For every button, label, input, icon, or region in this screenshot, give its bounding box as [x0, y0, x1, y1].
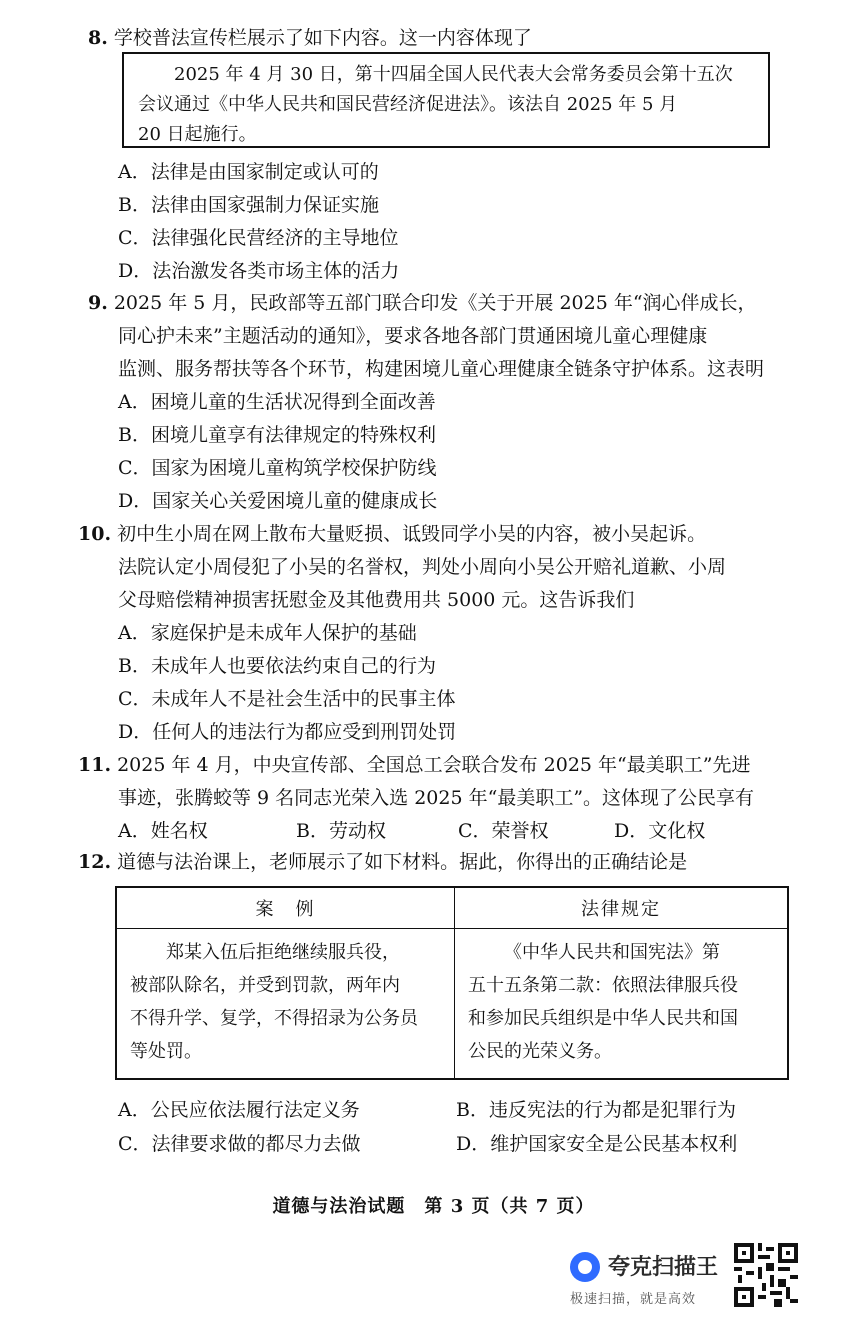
case-line: 不得升学、复学，不得招录为公务员: [130, 1008, 418, 1029]
question-9-option-d: D．国家关心关爱困境儿童的健康成长: [118, 490, 438, 512]
question-text-line: 事迹，张腾蛟等 9 名同志光荣入选 2025 年“最美职工”。这体现了公民享有: [118, 787, 755, 809]
question-text-line: 父母赔偿精神损害抚慰金及其他费用共 5000 元。这告诉我们: [118, 589, 635, 611]
question-text-line: 初中生小周在网上散布大量贬损、诋毁同学小吴的内容，被小吴起诉。: [117, 523, 707, 545]
law-cell: [455, 929, 789, 1080]
question-number: 11.: [78, 754, 112, 776]
question-text-line: 同心护未来”主题活动的通知》，要求各地各部门贯通困境儿童心理健康: [118, 325, 708, 347]
question-text-line: 2025 年 4 月，中央宣传部、全国总工会联合发布 2025 年“最美职工”先进: [117, 754, 751, 776]
question-12-option-a: A．公民应依法履行法定义务: [118, 1099, 360, 1121]
table-header-law: 法律规定: [455, 887, 789, 929]
question-8-material-box: [122, 52, 770, 148]
question-11-stem: [78, 749, 750, 782]
question-9-option-a: A．困境儿童的生活状况得到全面改善: [118, 391, 436, 413]
question-8-option-b: B．法律由国家强制力保证实施: [118, 194, 379, 216]
question-10-option-b: B．未成年人也要依法约束自己的行为: [118, 655, 436, 677]
scanner-brand-name: 夸克扫描王: [608, 1255, 719, 1280]
scanner-logo-icon: [570, 1252, 600, 1282]
question-10-stem: [78, 518, 706, 551]
question-10-option-d: D．任何人的违法行为都应受到刑罚处罚: [118, 721, 457, 743]
question-12-stem: [78, 846, 687, 879]
law-line: 公民的光荣义务。: [468, 1041, 612, 1062]
question-text-line: 监测、服务帮扶等各个环节，构建困境儿童心理健康全链条守护体系。这表明: [118, 358, 765, 380]
question-11-option-b: B．劳动权: [296, 820, 386, 842]
question-12-option-c: C．法律要求做的都尽力去做: [118, 1133, 361, 1155]
question-number: 10.: [78, 523, 112, 545]
scanner-watermark: [568, 1250, 728, 1310]
question-number: 8.: [88, 27, 108, 49]
question-10-option-c: C．未成年人不是社会生活中的民事主体: [118, 688, 456, 710]
question-11-option-d: D．文化权: [614, 820, 706, 842]
question-8-option-c: C．法律强化民营经济的主导地位: [118, 227, 399, 249]
question-8-stem: [88, 22, 532, 55]
material-line: 20 日起施行。: [138, 124, 257, 145]
question-text: 学校普法宣传栏展示了如下内容。这一内容体现了: [113, 27, 532, 49]
question-number: 12.: [78, 851, 112, 873]
page-footer: 道德与法治试题 第 3 页（共 7 页）: [272, 1196, 595, 1217]
question-11-option-c: C．荣誉权: [458, 820, 549, 842]
case-law-table: [115, 886, 789, 1080]
question-12-option-d: D．维护国家安全是公民基本权利: [456, 1133, 738, 1155]
question-text: 道德与法治课上，老师展示了如下材料。据此，你得出的正确结论是: [117, 851, 688, 873]
question-text-line: 法院认定小周侵犯了小吴的名誉权，判处小周向小吴公开赔礼道歉、小周: [118, 556, 727, 578]
case-line: 被部队除名，并受到罚款，两年内: [130, 975, 400, 996]
case-line: 郑某入伍后拒绝继续服兵役，: [166, 942, 400, 963]
question-8-option-d: D．法治激发各类市场主体的活力: [118, 260, 400, 282]
case-line: 等处罚。: [130, 1041, 202, 1062]
scanner-tagline: 极速扫描，就是高效: [570, 1292, 697, 1307]
material-line: 会议通过《中华人民共和国民营经济促进法》。该法自 2025 年 5 月: [138, 94, 678, 115]
case-cell: [116, 929, 455, 1080]
question-10-option-a: A．家庭保护是未成年人保护的基础: [118, 622, 417, 644]
question-9-option-c: C．国家为困境儿童构筑学校保护防线: [118, 457, 437, 479]
qr-code-icon: [734, 1243, 798, 1307]
question-8-option-a: A．法律是由国家制定或认可的: [118, 161, 379, 183]
question-12-option-b: B．违反宪法的行为都是犯罪行为: [456, 1099, 736, 1121]
table-header-case: 案 例: [116, 887, 455, 929]
question-number: 9.: [88, 292, 108, 314]
question-11-option-a: A．姓名权: [118, 820, 208, 842]
material-line: 2025 年 4 月 30 日，第十四届全国人民代表大会常务委员会第十五次: [174, 64, 733, 85]
question-9-stem: [88, 287, 757, 320]
question-9-option-b: B．困境儿童享有法律规定的特殊权利: [118, 424, 436, 446]
law-line: 和参加民兵组织是中华人民共和国: [468, 1008, 738, 1029]
question-text-line: 2025 年 5 月，民政部等五部门联合印发《关于开展 2025 年“润心伴成长，: [113, 292, 757, 314]
law-line: 五十五条第二款：依照法律服兵役: [468, 975, 738, 996]
law-line: 《中华人民共和国宪法》第: [504, 942, 720, 963]
